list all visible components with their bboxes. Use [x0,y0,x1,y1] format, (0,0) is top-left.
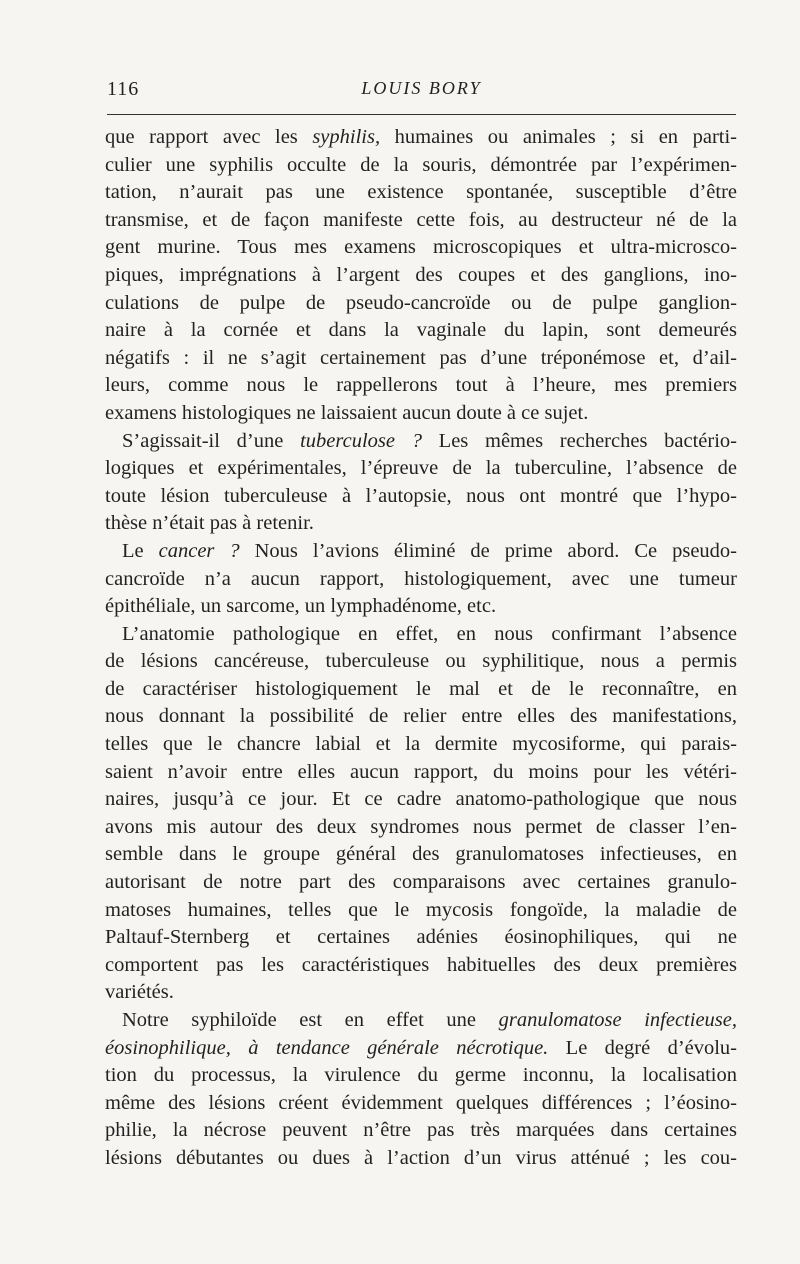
text-line: tation, n’aurait pas une existence spontanée, susceptible d’être [105,181,737,204]
italic-text: cancer ? [158,539,240,562]
text-line: leurs, comme nous le rappellerons tout à l’heure, mes premiers [105,374,737,397]
text-line: négatifs : il ne s’agit certainement pas d’une tréponémose et, d’ail- [105,346,737,369]
text-line: naire à la cornée et dans la vaginale du lapin, sont demeurés [105,319,737,342]
text-line: L’anatomie pathologique en effet, en nous confirmant l’absence [122,622,737,645]
text-line [105,1007,737,1035]
italic-text: granulomatose infectieuse, [498,1009,737,1031]
text-line: piques, imprégnations à l’argent des coupes et des ganglions, ino- [105,263,737,286]
italic-text: syphilis, [312,126,381,148]
text-segment: Les mêmes recherches bactério- [421,429,737,452]
text-line: philie, la nécrose peuvent n’être pas très marquées dans certaines [105,1119,737,1142]
text-segment: Le [122,539,159,562]
text-line: saient n’avoir entre elles aucun rapport, du moins pour les vétéri- [105,760,737,783]
text-line: de lésions cancéreuse, tuberculeuse ou syphilitique, nous a permis [105,650,737,673]
text-line [105,538,737,566]
text-line: épithéliale, un sarcome, un lymphadénome, etc. [105,595,497,618]
text-segment: S’agissait-il d’une [122,429,301,452]
text-line: culations de pulpe de pseudo-cancroïde ou de pulpe ganglion- [105,291,737,314]
text-line: avons mis autour des deux syndromes nous permet de classer l’en- [105,815,737,838]
body-text [105,124,737,1173]
text-segment: Nous l’avions éliminé de prime abord. Ce pseudo- [239,539,738,562]
text-line: culier une syphilis occulte de la souris, démontrée par l’expérimen- [105,153,737,176]
text-line: toute lésion tuberculeuse à l’autopsie, nous ont montré que l’hypo- [105,484,737,507]
text-line: telles que le chancre labial et la dermite mycosiforme, qui parais- [105,733,737,756]
text-line [105,428,737,456]
text-segment: Notre syphiloïde est en effet une [122,1009,499,1031]
text-segment: que rapport avec les [105,126,313,148]
text-line: matoses humaines, telles que le mycosis fongoïde, la maladie de [105,898,737,921]
text-line: même des lésions créent évidemment quelques différences ; l’éosino- [105,1091,737,1114]
text-line [105,1035,737,1063]
text-line: comportent pas les caractéristiques habituelles des deux premières [105,953,737,976]
text-line: semble dans le groupe général des granulomatoses infectieuses, en [105,843,737,866]
text-line: examens histologiques ne laissaient aucun doute à ce sujet. [105,401,589,424]
text-line: lésions débutantes ou dues à l’action d’un virus atténué ; les cou- [105,1146,737,1169]
text-line: naires, jusqu’à ce jour. Et ce cadre anatomo-pathologique que nous [105,788,737,811]
running-title: LOUIS BORY [361,78,482,98]
text-line: variétés. [105,981,174,1004]
text-line: logiques et expérimentales, l’épreuve de la tuberculine, l’absence de [105,457,737,480]
italic-text: tuberculose ? [300,429,422,452]
text-line: cancroïde n’a aucun rapport, histologiquement, avec une tumeur [105,567,737,590]
text-line: nous donnant la possibilité de relier entre elles des manifestations, [105,705,737,728]
text-line: transmise, et de façon manifeste cette fois, au destructeur né de la [105,208,737,231]
text-line [105,124,737,152]
text-line: Paltauf-Sternberg et certaines adénies éosinophiliques, qui ne [105,926,737,949]
text-line: de caractériser histologiquement le mal et de le reconnaître, en [105,677,737,700]
italic-text: éosinophilique, à tendance générale nécrotique. [105,1036,549,1059]
page-header [107,78,736,102]
text-segment: humaines ou animales ; si en parti- [380,126,737,148]
page-number: 116 [107,78,140,100]
text-line: tion du processus, la virulence du germe inconnu, la localisation [105,1064,737,1087]
text-line: autorisant de notre part des comparaisons avec certaines granulo- [105,871,737,894]
text-line: thèse n’était pas à retenir. [105,512,314,535]
text-segment: Le degré d’évolu- [548,1036,738,1059]
text-line: gent murine. Tous mes examens microscopiques et ultra-microsco- [105,236,737,259]
header-rule [107,114,736,115]
